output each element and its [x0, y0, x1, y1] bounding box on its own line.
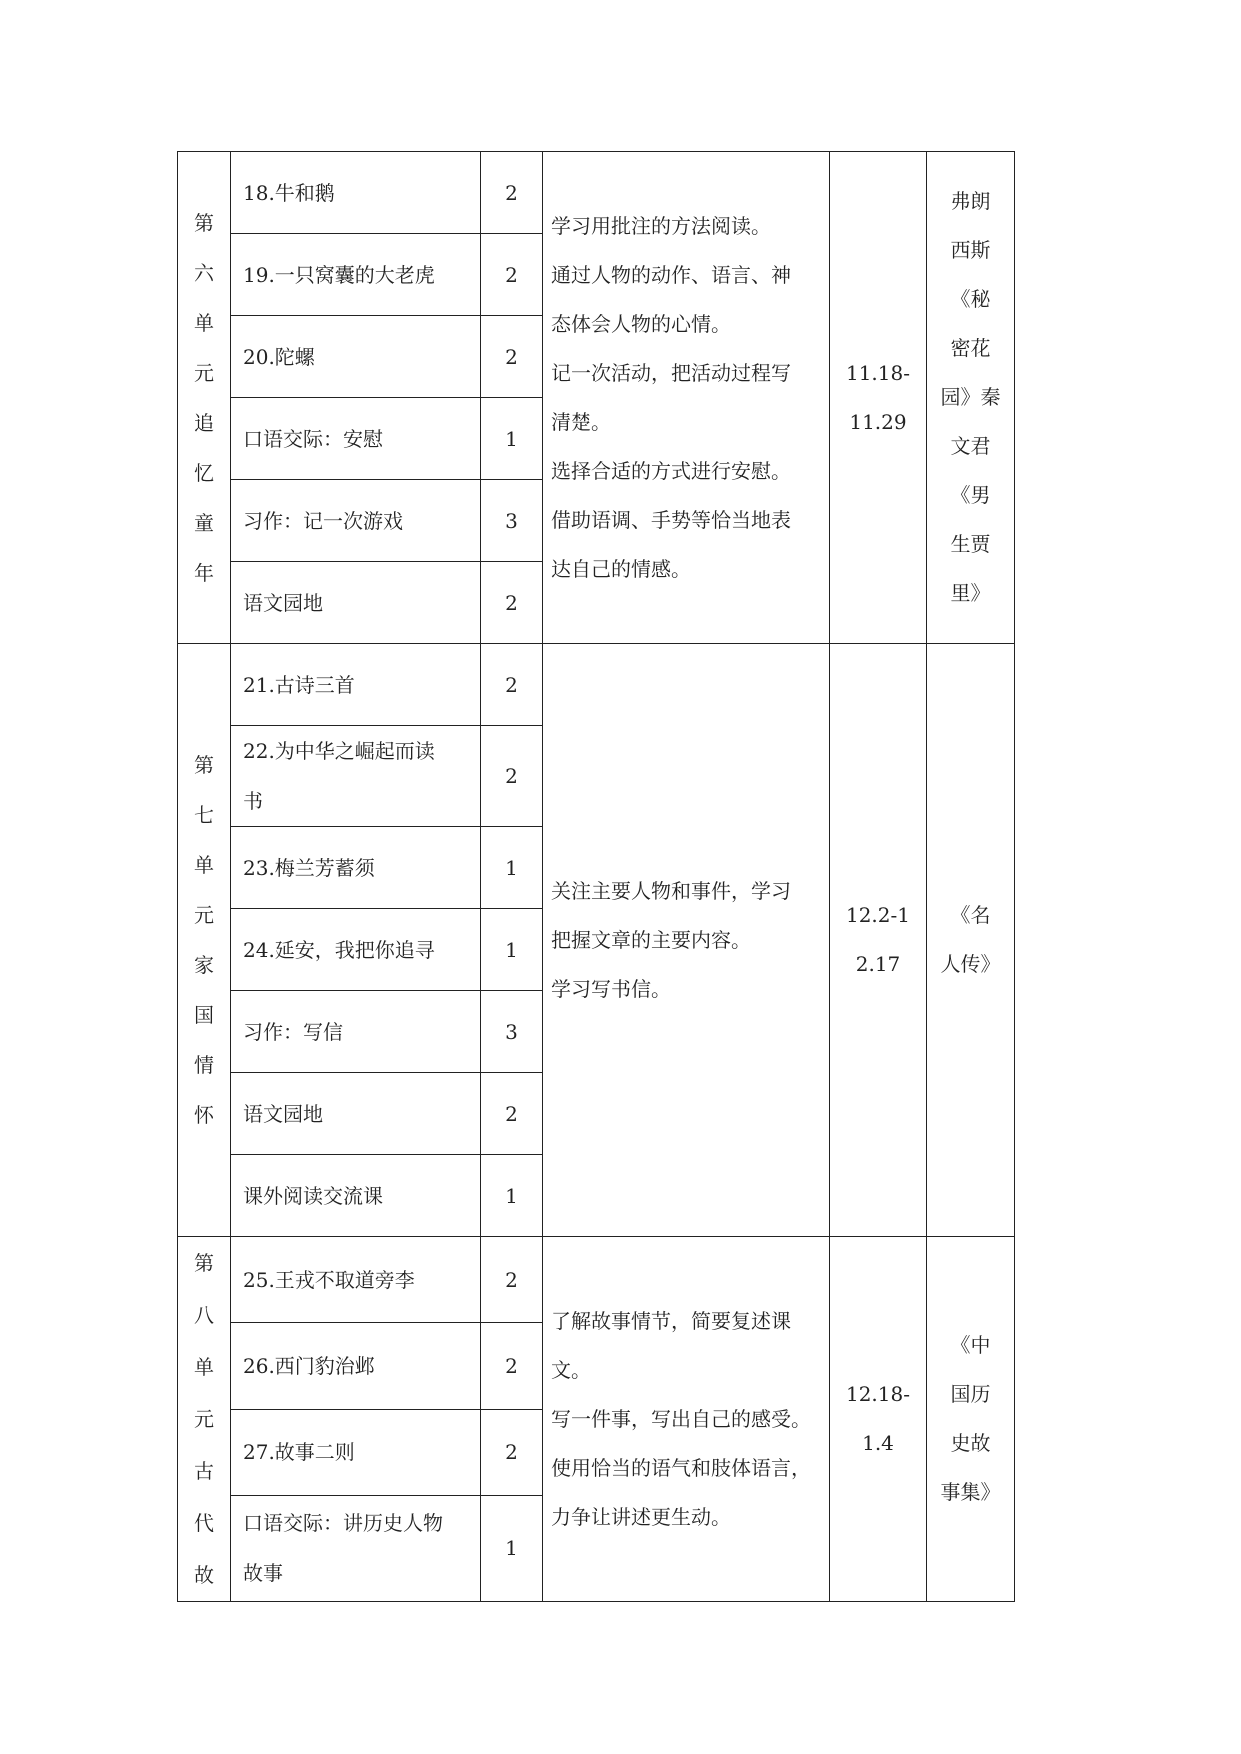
- unit-reading: 弗朗 西斯 《秘 密花 园》秦 文君 《男 生贾 里》: [927, 152, 1015, 644]
- table-row: [178, 152, 1015, 234]
- lesson-title: 21.古诗三首: [231, 644, 481, 726]
- lesson-title: 口语交际：讲历史人物 故事: [231, 1495, 481, 1601]
- table-row: [178, 644, 1015, 726]
- lesson-hours: 1: [481, 1495, 543, 1601]
- lesson-hours: 2: [481, 316, 543, 398]
- lesson-title: 22.为中华之崛起而读 书: [231, 726, 481, 827]
- lesson-title: 语文园地: [231, 562, 481, 644]
- lesson-hours: 2: [481, 234, 543, 316]
- lesson-title: 习作：写信: [231, 991, 481, 1073]
- lesson-hours: 3: [481, 991, 543, 1073]
- unit-reading: 《中 国历 史故 事集》: [927, 1237, 1015, 1602]
- lesson-title: 27.故事二则: [231, 1409, 481, 1495]
- lesson-hours: 2: [481, 1323, 543, 1409]
- lesson-title: 18.牛和鹅: [231, 152, 481, 234]
- unit-dates: 12.18- 1.4: [830, 1237, 927, 1602]
- unit-reading: 《名 人传》: [927, 644, 1015, 1237]
- lesson-hours: 1: [481, 398, 543, 480]
- lesson-title: 24.延安，我把你追寻: [231, 909, 481, 991]
- lesson-hours: 1: [481, 909, 543, 991]
- unit-dates: 11.18- 11.29: [830, 152, 927, 644]
- lesson-hours: 2: [481, 1409, 543, 1495]
- lesson-title: 口语交际：安慰: [231, 398, 481, 480]
- lesson-hours: 1: [481, 1155, 543, 1237]
- unit-goals: 关注主要人物和事件，学习 把握文章的主要内容。 学习写书信。: [543, 644, 830, 1237]
- lesson-hours: 2: [481, 644, 543, 726]
- lesson-title: 语文园地: [231, 1073, 481, 1155]
- lesson-title: 课外阅读交流课: [231, 1155, 481, 1237]
- lesson-title: 23.梅兰芳蓄须: [231, 827, 481, 909]
- lesson-hours: 2: [481, 152, 543, 234]
- unit-name-cell: 第 七 单 元 家 国 情 怀: [178, 644, 231, 1237]
- lesson-hours: 2: [481, 562, 543, 644]
- lesson-title: 19.一只窝囊的大老虎: [231, 234, 481, 316]
- lesson-title: 20.陀螺: [231, 316, 481, 398]
- lesson-hours: 2: [481, 1073, 543, 1155]
- lesson-hours: 2: [481, 1237, 543, 1323]
- teaching-plan-table: [177, 151, 1015, 1602]
- lesson-title: 习作：记一次游戏: [231, 480, 481, 562]
- table-row: [178, 1237, 1015, 1323]
- lesson-hours: 2: [481, 726, 543, 827]
- lesson-hours: 3: [481, 480, 543, 562]
- lesson-title: 26.西门豹治邺: [231, 1323, 481, 1409]
- lesson-title: 25.王戎不取道旁李: [231, 1237, 481, 1323]
- unit-name-cell: 第 六 单 元 追 忆 童 年: [178, 152, 231, 644]
- lesson-hours: 1: [481, 827, 543, 909]
- unit-goals: 了解故事情节，简要复述课 文。 写一件事，写出自己的感受。 使用恰当的语气和肢体语言， 力争让讲述更生动。: [543, 1237, 830, 1602]
- unit-goals: 学习用批注的方法阅读。 通过人物的动作、语言、神 态体会人物的心情。 记一次活动，把活动过程写 清楚。 选择合适的方式进行安慰。 借助语调、手势等恰当地表 达自己的情感。: [543, 152, 830, 644]
- unit-dates: 12.2-1 2.17: [830, 644, 927, 1237]
- unit-name-cell: 第 八 单 元 古 代 故: [178, 1237, 231, 1602]
